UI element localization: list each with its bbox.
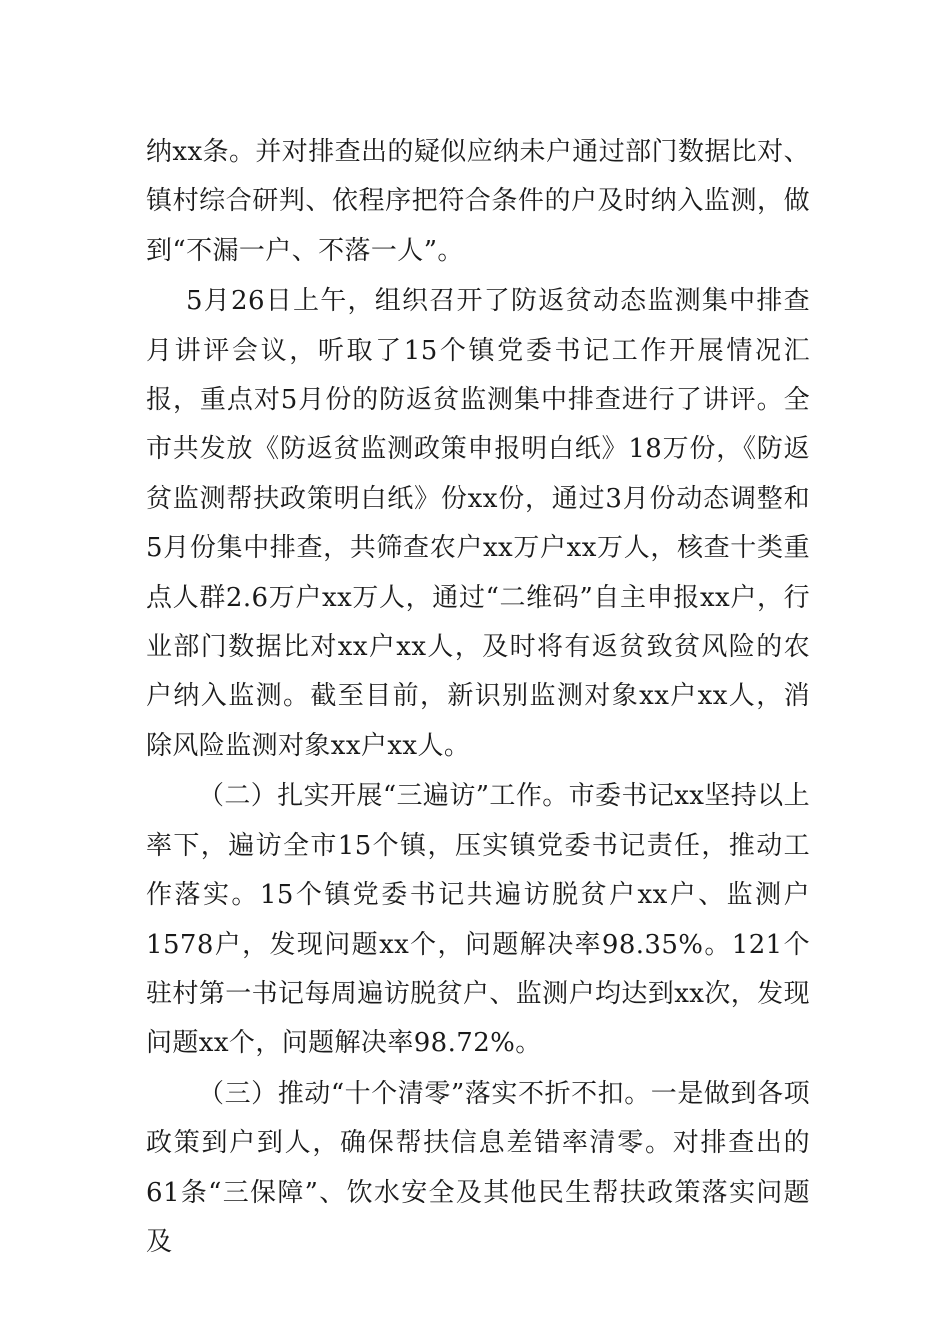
document-body — [146, 128, 810, 1268]
paragraph-section-three: （三）推动“十个清零”落实不折不扣。一是做到各项政策到户到人，确保帮扶信息差错率清零。对排查出的61条“三保障”、饮水安全及其他民生帮扶政策落实问题及 — [146, 1078, 810, 1257]
paragraph-section-two: （二）扎实开展“三遍访”工作。市委书记xx坚持以上率下，遍访全市15个镇，压实镇党委书记责任，推动工作落实。15个镇党委书记共遍访脱贫户xx户、监测户1578户，发现问题xx个，问题解决率98.35%。121个驻村第一书记每周遍访脱贫户、监测户均达到xx次，发现问题xx个，问题解决率98.72%。 — [146, 781, 810, 1059]
paragraph-may-26-meeting: 5月26日上午，组织召开了防返贫动态监测集中排查月讲评会议，听取了15个镇党委书记工作开展情况汇报，重点对5月份的防返贫监测集中排查进行了讲评。全市共发放《防返贫监测政策申报明白纸》18万份，《防返贫监测帮扶政策明白纸》份xx份，通过3月份动态调整和5月份集中排查，共筛查农户xx万户xx万人，核查十类重点人群2.6万户xx万人，通过“二维码”自主申报xx户，行业部门数据比对xx户xx人，及时将有返贫致贫风险的农户纳入监测。截至目前，新识别监测对象xx户xx人，消除风险监测对象xx户xx人。 — [146, 286, 810, 761]
paragraph-continuation: 纳xx条。并对排查出的疑似应纳未户通过部门数据比对、镇村综合研判、依程序把符合条件的户及时纳入监测，做到“不漏一户、不落一人”。 — [146, 137, 810, 266]
